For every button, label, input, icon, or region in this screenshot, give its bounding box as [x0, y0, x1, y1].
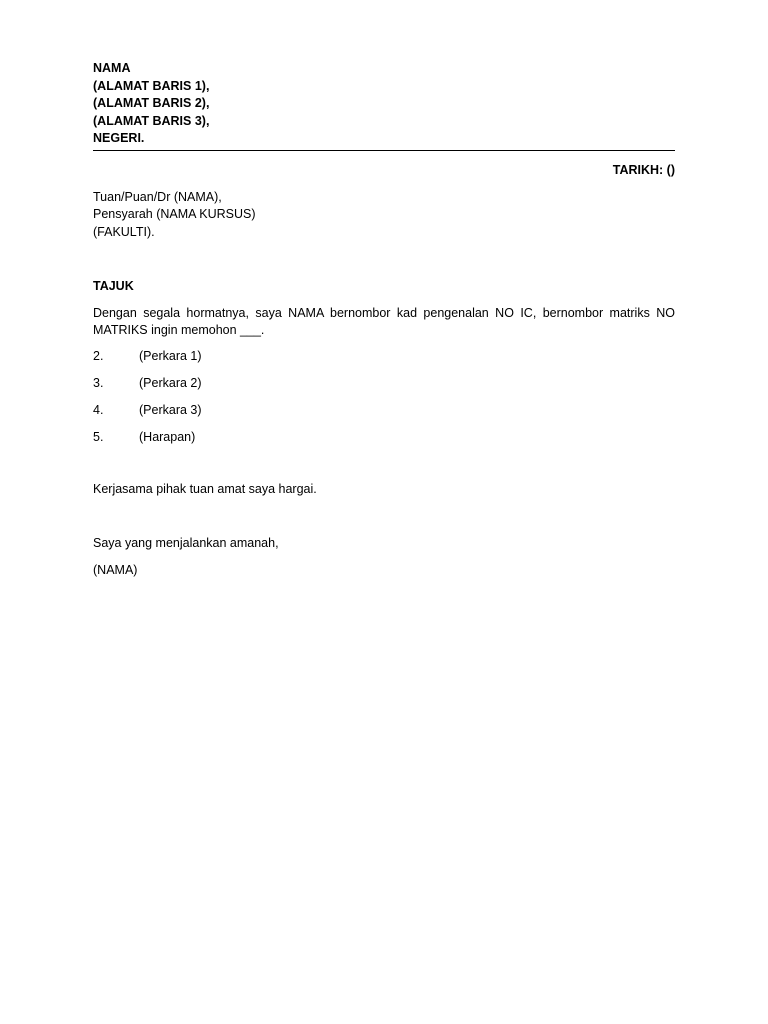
item-number: 5.: [93, 430, 104, 444]
recipient-name: Tuan/Puan/Dr (NAMA),: [93, 189, 222, 204]
list-item: [93, 375, 675, 392]
letter-subject: TAJUK: [93, 279, 134, 293]
recipient-position: Pensyarah (NAMA KURSUS): [93, 207, 256, 221]
sender-address-line-1: (ALAMAT BARIS 1),: [93, 78, 210, 93]
list-item: [93, 429, 675, 446]
sender-address-line-2: (ALAMAT BARIS 2),: [93, 96, 210, 110]
item-text: (Perkara 2): [139, 376, 202, 390]
item-list: [93, 348, 675, 446]
letter-body: [93, 60, 675, 579]
list-item: [93, 402, 675, 419]
item-number: 3.: [93, 376, 104, 390]
item-number: 4.: [93, 403, 104, 417]
signoff-line: Saya yang menjalankan amanah,: [93, 536, 279, 550]
header-divider: [93, 150, 675, 151]
signer-name: (NAMA): [93, 563, 138, 577]
list-item: [93, 348, 675, 365]
sender-block: [93, 60, 675, 148]
opening-paragraph: Dengan segala hormatnya, saya NAMA bernombor kad pengenalan NO IC, bernombor matriks NO MATRIKS ingin memohon ___.: [93, 306, 675, 337]
closing-line: Kerjasama pihak tuan amat saya hargai.: [93, 482, 317, 496]
recipient-block: [93, 189, 675, 242]
item-text: (Harapan): [139, 430, 196, 444]
item-number: 2.: [93, 349, 104, 363]
item-text: (Perkara 3): [139, 403, 202, 417]
recipient-faculty: (FAKULTI).: [93, 224, 155, 239]
date-line: TARIKH: (): [612, 162, 675, 177]
sender-address-line-3: (ALAMAT BARIS 3),: [93, 113, 210, 128]
item-text: (Perkara 1): [139, 349, 202, 363]
sender-state: NEGERI.: [93, 131, 145, 145]
sender-name: NAMA: [93, 61, 131, 75]
